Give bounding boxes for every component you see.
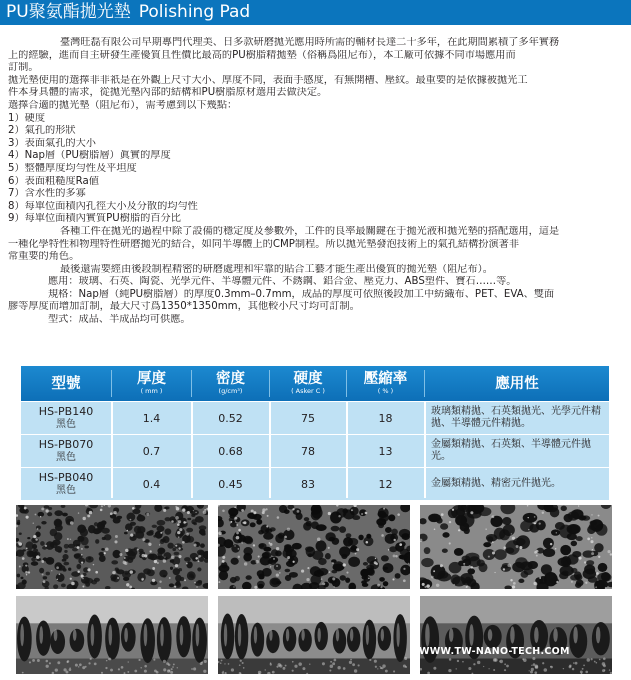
cross-section-photo	[420, 596, 612, 674]
pore-texture-photo	[420, 505, 612, 589]
density-cell: 0.68	[218, 444, 243, 458]
header-label: 應用性	[495, 375, 539, 392]
hardness-cell: 75	[301, 411, 315, 425]
list-item: 1）硬度	[8, 112, 46, 124]
model-code: HS-PB070	[38, 438, 94, 451]
header-compression	[347, 366, 424, 401]
compression-cell: 12	[378, 477, 393, 491]
usage-cell: 玻璃類精拋、石英類拋光、光學元件精拋、半導體元件精拋。	[431, 405, 601, 429]
model-cell	[21, 402, 111, 434]
thickness-cell: 0.7	[142, 444, 161, 458]
paragraph-line: 規格：Nap層（純PU樹脂層）的厚度0.3mm–0.7mm，成品的厚度可依照後段加工中紡織布、PET、EVA、雙面	[48, 288, 555, 300]
header-unit: ( Asker C )	[291, 387, 325, 395]
header-label: 厚度	[137, 371, 166, 387]
list-item: 7）含水性的多寡	[8, 188, 86, 200]
pore-texture-photo	[16, 505, 208, 589]
list-item: 9）每單位面積內實質PU樹脂的百分比	[8, 213, 181, 225]
table-row	[21, 468, 609, 500]
table-header	[21, 366, 609, 401]
list-item: 5）整體厚度均勻性及平坦度	[8, 162, 137, 174]
paragraph-line: 訂制。	[8, 62, 39, 74]
model-code: HS-PB140	[38, 405, 94, 418]
model-code: HS-PB040	[38, 471, 94, 484]
list-item: 8）每單位面積內孔徑大小及分散的均勻性	[8, 200, 198, 212]
paragraph-line: 應用：玻璃、石英、陶瓷、光學元件、半導體元件、不銹鋼、鋁合金、壓克力、ABS塑件、寶石……等。	[48, 276, 517, 288]
model-cell	[21, 435, 111, 467]
thickness-cell: 0.4	[142, 477, 161, 491]
title-bar	[0, 0, 631, 25]
model-color: 黑色	[56, 485, 76, 496]
header-thickness	[112, 366, 191, 401]
paragraph-line: 型式：成品、半成品均可供應。	[48, 314, 191, 326]
hardness-cell: 83	[301, 477, 315, 491]
paragraph-line: 常重要的角色。	[8, 251, 80, 263]
header-unit: (g/cm³)	[218, 387, 243, 395]
header-density	[192, 366, 269, 401]
paragraph-line: 拋光墊使用的選擇非非祇是在外觀上尺寸大小、厚度不同，表面手感度，有無開槽、壓紋。最重要的是依據被拋光工	[8, 74, 528, 86]
header-hardness	[270, 366, 346, 401]
header-label: 密度	[216, 371, 245, 387]
paragraph-line: 件本身具體的需求，從拋光墊內部的結構和PU樹脂原材選用去做決定。	[8, 87, 328, 99]
model-cell	[21, 468, 111, 500]
list-item: 6）表面粗糙度Ra値	[8, 175, 99, 187]
pore-texture-photo	[218, 505, 410, 589]
table-row	[21, 402, 609, 434]
usage-cell: 金屬類精拋、石英類、半導體元件拋光。	[431, 438, 591, 462]
compression-cell: 13	[378, 444, 393, 458]
density-cell: 0.52	[218, 411, 243, 425]
model-color: 黑色	[56, 419, 76, 430]
header-usage	[425, 366, 609, 401]
table-row	[21, 435, 609, 467]
paragraph-line: 膠等厚度而增加訂制，最大尺寸爲1350*1350mm，其他較小尺寸均可訂制。	[8, 301, 360, 313]
cross-section-photo	[16, 596, 208, 674]
spec-table	[21, 366, 609, 498]
hardness-cell: 78	[301, 444, 315, 458]
paragraph-line: 臺灣旺磊有限公司早期專門代理美、日多款研磨拋光應用時所需的輔材長達二十多年，在此期間累積了多年實務	[60, 37, 560, 48]
header-label: 型號	[51, 375, 81, 392]
compression-cell: 18	[378, 411, 393, 425]
header-label: 硬度	[293, 371, 323, 387]
title-en: Polishing Pad	[138, 2, 251, 22]
header-model	[21, 366, 111, 401]
paragraph-line: 上的經驗，進而自主研發生產優質且性價比最高的PU樹脂精拋墊（俗稱爲阻尼布），本工廠可依據不同市場應用而	[8, 49, 516, 61]
paragraph-line: 一種化學特性和物理特性研磨拋光的結合，如同半導體上的CMP制程。所以拋光墊發泡技術上的氣孔結構扮演著非	[8, 238, 520, 250]
paragraph-line: 選擇合適的拋光墊（阻尼布），需考慮到以下幾點：	[8, 99, 238, 111]
website-watermark: WWW.TW-NANO-TECH.COM	[419, 646, 570, 657]
thickness-cell: 1.4	[142, 411, 161, 425]
model-color: 黑色	[56, 452, 76, 463]
title-cn: PU聚氨酯拋光墊	[6, 2, 131, 22]
list-item: 4）Nap層（PU樹脂層）眞實的厚度	[8, 150, 171, 162]
list-item: 2）氣孔的形狀	[8, 125, 76, 137]
cross-section-photo	[218, 596, 410, 674]
paragraph-line: 各種工件在拋光的過程中除了設備的穩定度及參數外，工件的良率最關鍵在于拋光液和拋光墊的搭配選用，這是	[60, 225, 560, 237]
density-cell: 0.45	[218, 477, 243, 491]
header-label: 壓縮率	[363, 371, 408, 387]
paragraph-line: 最後還需要經由後段制程精密的研磨處理和牢靠的貼合工藝才能生產出優質的拋光墊（阻尼布）。	[60, 263, 493, 275]
intro-text	[8, 37, 623, 327]
usage-cell: 金屬類精拋、精密元件拋光。	[431, 477, 561, 489]
header-unit: ( mm )	[140, 387, 163, 395]
list-item: 3）表面氣孔的大小	[8, 137, 96, 149]
header-unit: ( % )	[377, 387, 394, 395]
